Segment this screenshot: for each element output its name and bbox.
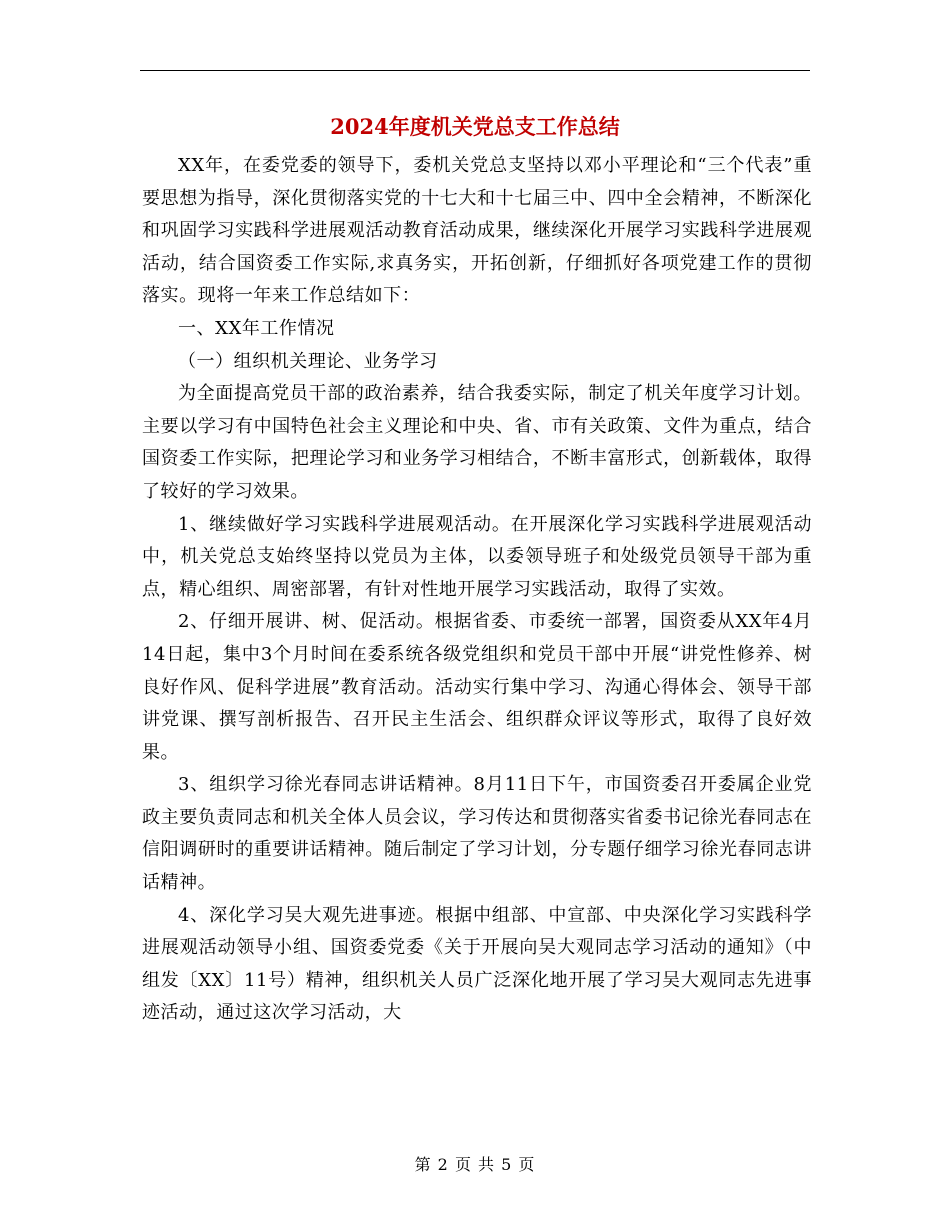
- paragraph-intro: XX年，在委党委的领导下，委机关党总支坚持以邓小平理论和“三个代表”重要思想为指导，深化贯彻落实党的十七大和十七届三中、四中全会精神，不断深化和巩固学习实践科学进展观活动教育活动成果，继续深化开展学习实践科学进展观活动，结合国资委工作实际,求真务实，开拓创新，仔细抓好各项党建工作的贯彻落实。现将一年来工作总结如下：: [142, 155, 812, 307]
- paragraph-item-2: 2、仔细开展讲、树、促活动。根据省委、市委统一部署，国资委从XX年4月14日起，集中3个月时间在委系统各级党组织和党员干部中开展“讲党性修养、树良好作风、促科学进展”教育活动。活动实行集中学习、沟通心得体会、领导干部讲党课、撰写剖析报告、召开民主生活会、组织群众评议等形式，取得了良好效果。: [142, 611, 812, 763]
- paragraph-item-4: 4、深化学习吴大观先进事迹。根据中组部、中宣部、中央深化学习实践科学进展观活动领导小组、国资委党委《关于开展向吴大观同志学习活动的通知》（中组发〔XX〕11号）精神，组织机关人员广泛深化地开展了学习吴大观同志先进事迹活动，通过这次学习活动，大: [142, 904, 812, 1024]
- header-rule: [140, 70, 810, 71]
- page-number: 第 2 页 共 5 页: [414, 1155, 536, 1174]
- paragraph-study-plan: 为全面提高党员干部的政治素养，结合我委实际，制定了机关年度学习计划。主要以学习有中国特色社会主义理论和中央、省、市有关政策、文件为重点，结合国资委工作实际，把理论学习和业务学习相结合，不断丰富形式，创新载体，取得了较好的学习效果。: [142, 383, 812, 502]
- document-body: [142, 150, 812, 1030]
- subsection-heading-1: （一）组织机关理论、业务学习: [178, 350, 438, 372]
- paragraph-item-1: 1、继续做好学习实践科学进展观活动。在开展深化学习实践科学进展观活动中，机关党总支始终坚持以党员为主体，以委领导班子和处级党员领导干部为重点，精心组织、周密部署，有针对性地开展学习实践活动，取得了实效。: [142, 513, 812, 600]
- section-heading-1: 一、XX年工作情况: [178, 317, 335, 339]
- paragraph-item-3: 3、组织学习徐光春同志讲话精神。8月11日下午，市国资委召开委属企业党政主要负责同志和机关全体人员会议，学习传达和贯彻落实省委书记徐光春同志在信阳调研时的重要讲话精神。随后制定了学习计划，分专题仔细学习徐光春同志讲话精神。: [142, 774, 812, 894]
- document-title: 2024年度机关党总支工作总结: [330, 114, 620, 139]
